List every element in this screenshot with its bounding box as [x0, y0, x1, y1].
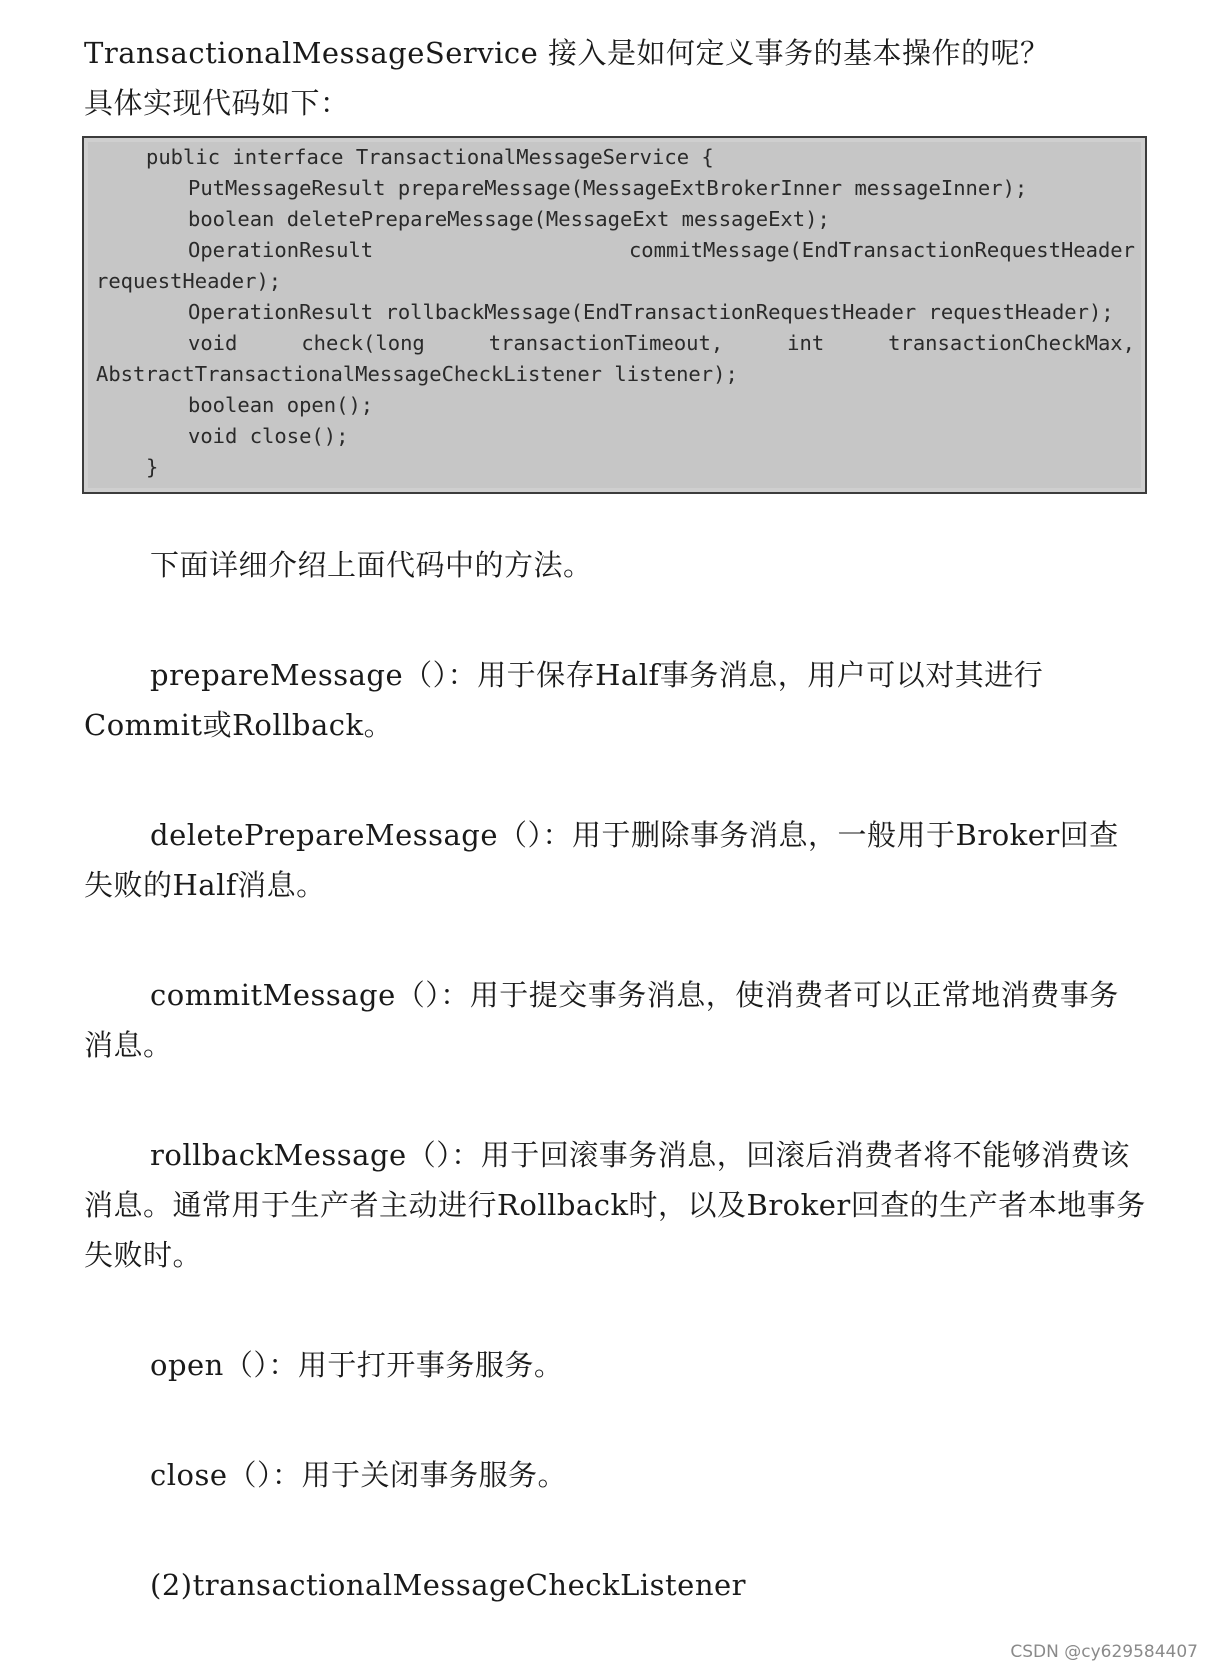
csdn-watermark: CSDN @cy629584407 [1010, 1642, 1198, 1662]
code-line-6: OperationResult rollbackMessage(EndTransactionRequestHeader requestHeader); [188, 300, 1114, 324]
code-line-7-timeout: transactionTimeout, [488, 331, 724, 355]
code-line-7-checkmax: transactionCheckMax, [888, 331, 1135, 355]
method-desc: （）：用于回滚事务消息，回滚后消费者将不能够消费该消息。通常用于生产者主动进行Rollback时，以及Broker回查的生产者本地事务失败时。 [84, 1138, 1146, 1272]
method-name: commitMessage [150, 978, 396, 1012]
method-desc: （）：用于打开事务服务。 [223, 1348, 564, 1382]
method-delete-prepare-message [84, 810, 1148, 910]
code-line-7-int: int [787, 331, 825, 355]
code-line-5: requestHeader); [96, 269, 282, 293]
code-line-7-void: void [188, 331, 238, 355]
method-name: prepareMessage [150, 658, 404, 692]
code-line-3: boolean deletePrepareMessage(MessageExt messageExt); [188, 207, 830, 231]
intro-paragraph [84, 28, 1148, 128]
method-name: rollbackMessage [150, 1138, 407, 1172]
method-desc: （）：用于提交事务消息，使消费者可以正常地消费事务消息。 [84, 978, 1119, 1062]
code-line-4-type: OperationResult [188, 238, 374, 262]
method-desc: （）：用于删除事务消息，一般用于Broker回查失败的Half消息。 [84, 818, 1119, 902]
code-line-11: } [146, 455, 159, 479]
method-prepare-message [84, 650, 1148, 750]
summary-paragraph: 下面详细介绍上面代码中的方法。 [150, 548, 593, 582]
intro-line-1: TransactionalMessageService 接入是如何定义事务的基本操作的呢？ [84, 36, 1050, 70]
code-line-8: AbstractTransactionalMessageCheckListener listener); [96, 362, 738, 386]
code-line-4-method: commitMessage(EndTransactionRequestHeader [628, 238, 1135, 262]
code-line-9: boolean open(); [188, 393, 374, 417]
method-close [84, 1450, 1148, 1500]
code-line-7-check: check(long [301, 331, 425, 355]
method-name: close [150, 1458, 228, 1492]
code-block [82, 136, 1147, 494]
code-line-10: void close(); [188, 424, 349, 448]
method-name: open [150, 1348, 224, 1382]
code-line-7 [88, 328, 1141, 359]
method-open [84, 1340, 1148, 1390]
code-inner [88, 142, 1141, 488]
method-rollback-message [84, 1130, 1148, 1280]
code-line-1: public interface TransactionalMessageService { [146, 145, 714, 169]
method-desc: （）：用于关闭事务服务。 [227, 1458, 568, 1492]
section-heading: (2)transactionalMessageCheckListener [150, 1568, 747, 1602]
method-desc: （）：用于保存Half事务消息，用户可以对其进行Commit或Rollback。 [84, 658, 1044, 742]
method-commit-message [84, 970, 1148, 1070]
code-line-4 [88, 235, 1141, 266]
code-line-2: PutMessageResult prepareMessage(MessageExtBrokerInner messageInner); [188, 176, 1028, 200]
intro-line-2: 具体实现代码如下： [84, 86, 350, 120]
method-name: deletePrepareMessage [150, 818, 499, 852]
